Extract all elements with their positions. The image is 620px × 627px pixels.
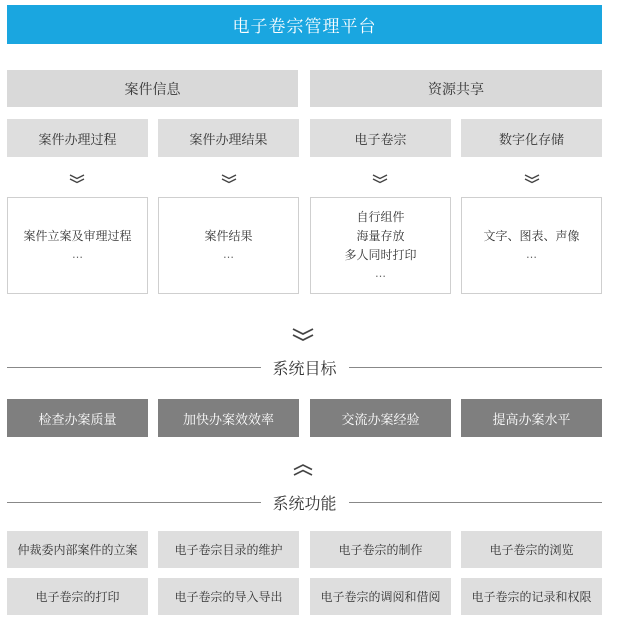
- detail-box-case-process: [7, 197, 148, 294]
- column-header-e-file: 电子卷宗: [310, 119, 451, 157]
- detail-line: 多人同时打印: [344, 248, 417, 262]
- platform-title: 电子卷宗管理平台: [7, 5, 602, 44]
- goal-item: 加快办案效效率: [158, 399, 299, 437]
- goal-item: 提高办案水平: [461, 399, 602, 437]
- group-header-resource-sharing: 资源共享: [310, 70, 602, 107]
- column-header-case-result: 案件办理结果: [158, 119, 299, 157]
- goal-item: 检查办案质量: [7, 399, 148, 437]
- detail-line: 案件结果: [204, 229, 253, 243]
- group-header-case-info: 案件信息: [7, 70, 298, 107]
- divider-line: [7, 502, 261, 503]
- detail-ellipsis: …: [375, 267, 386, 280]
- divider-line: [7, 367, 261, 368]
- double-chevron-down-icon: [219, 172, 239, 186]
- goal-item: 交流办案经验: [310, 399, 451, 437]
- detail-line: 文字、图表、声像: [483, 229, 580, 243]
- column-header-case-process: 案件办理过程: [7, 119, 148, 157]
- detail-ellipsis: …: [526, 248, 537, 261]
- function-item: 电子卷宗的打印: [7, 578, 148, 615]
- divider-line: [349, 502, 603, 503]
- function-item: 电子卷宗的导入导出: [158, 578, 299, 615]
- double-chevron-down-icon: [291, 327, 315, 343]
- detail-ellipsis: …: [72, 248, 83, 261]
- function-item: 电子卷宗的记录和权限: [461, 578, 602, 615]
- function-item: 仲裁委内部案件的立案: [7, 531, 148, 568]
- detail-line: 案件立案及审理过程: [23, 229, 132, 243]
- function-item: 电子卷宗的制作: [310, 531, 451, 568]
- section-title-text: 系统目标: [272, 358, 337, 378]
- section-title-text: 系统功能: [272, 493, 337, 513]
- section-title-goals: [7, 356, 602, 378]
- detail-line: 海量存放: [356, 229, 405, 243]
- function-item: 电子卷宗的调阅和借阅: [310, 578, 451, 615]
- detail-box-e-file: [310, 197, 451, 294]
- detail-line: 自行组件: [356, 210, 405, 224]
- double-chevron-up-icon: [292, 463, 314, 477]
- detail-box-case-result: [158, 197, 299, 294]
- double-chevron-down-icon: [522, 172, 542, 186]
- function-item: 电子卷宗目录的维护: [158, 531, 299, 568]
- double-chevron-down-icon: [370, 172, 390, 186]
- function-item: 电子卷宗的浏览: [461, 531, 602, 568]
- double-chevron-down-icon: [67, 172, 87, 186]
- detail-box-digital-storage: [461, 197, 602, 294]
- detail-ellipsis: …: [223, 248, 234, 261]
- section-title-functions: [7, 491, 602, 513]
- divider-line: [349, 367, 603, 368]
- column-header-digital-storage: 数字化存储: [461, 119, 602, 157]
